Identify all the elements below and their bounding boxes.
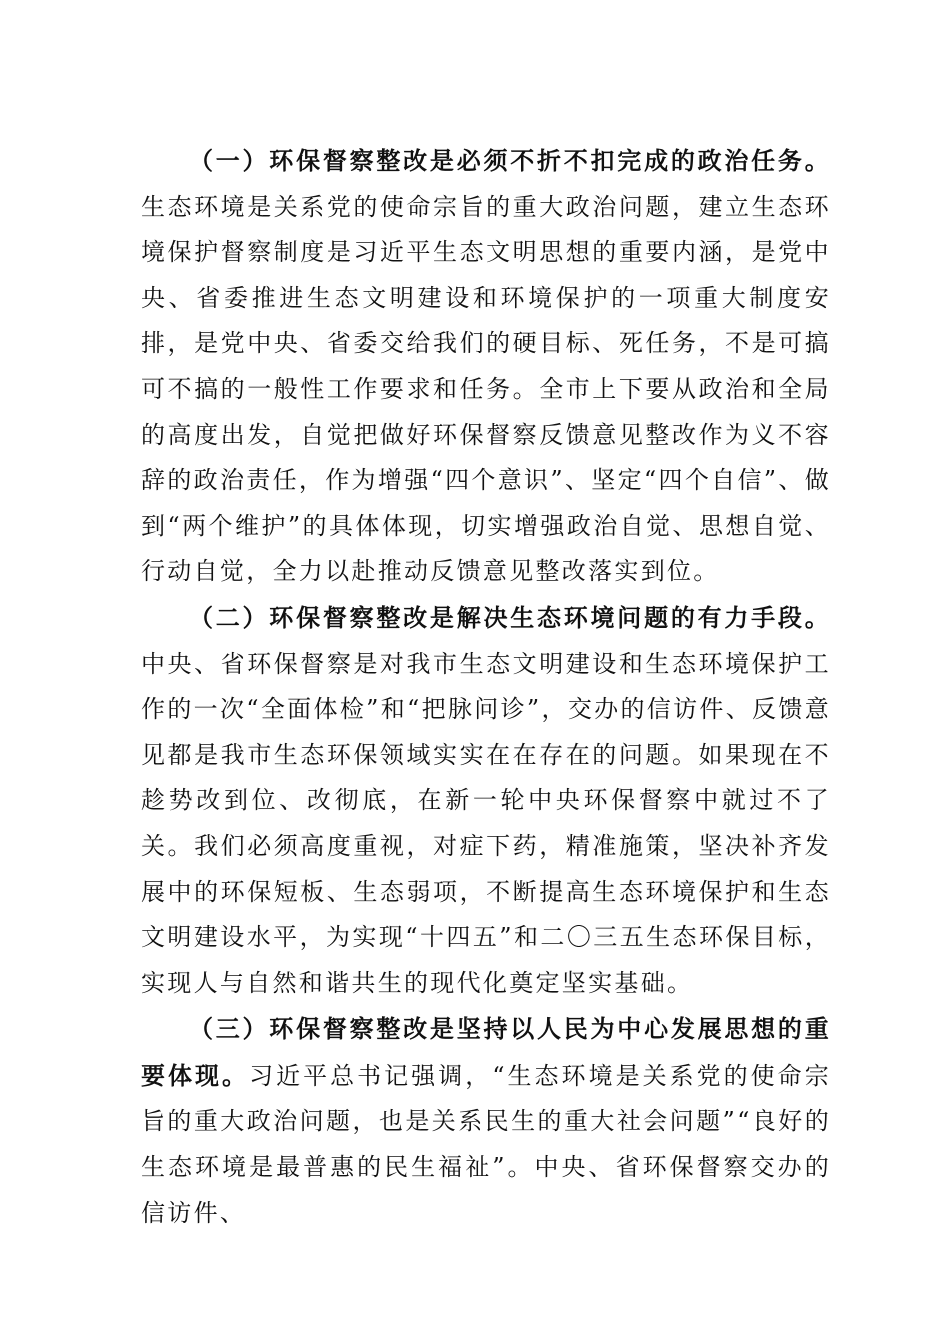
paragraph-1-heading: （一）环保督察整改是必须不折不扣完成的政治任务。 xyxy=(189,146,831,175)
paragraph-1-text: 生态环境是关系党的使命宗旨的重大政治问题，建立生态环境保护督察制度是习近平生态文明思想的重要内涵，是党中央、省委推进生态文明建设和环境保护的一项重大制度安排，是党中央、省委交给我们的硬目标、死任务，不是可搞可不搞的一般性工作要求和任务。全市上下要从政治和全局的高度出发，自觉把做好环保督察反馈意见整改作为义不容辞的政治责任，作为增强“四个意识”、坚定“四个自信”、做到“两个维护”的具体体现，切实增强政治自觉、思想自觉、行动自觉，全力以赴推动反馈意见整改落实到位。 xyxy=(141,192,831,586)
paragraph-3-text: 习近平总书记强调，“生态环境是关系党的使命宗旨的重大政治问题，也是关系民生的重大社会问题”“良好的生态环境是最普惠的民生福祉”。中央、省环保督察交办的信访件、 xyxy=(141,1061,832,1227)
paragraph-2-text: 中央、省环保督察是对我市生态文明建设和生态环境保护工作的一次“全面体检”和“把脉问诊”，交办的信访件、反馈意见都是我市生态环保领域实实在在存在的问题。如果现在不趁势改到位、改彻底，在新一轮中央环保督察中就过不了关。我们必须高度重视，对症下药，精准施策，坚决补齐发展中的环保短板、生态弱项，不断提高生态环境保护和生态文明建设水平，为实现“十四五”和二〇三五生态环保目标，实现人与自然和谐共生的现代化奠定坚实基础。 xyxy=(141,649,831,997)
paragraph-1 xyxy=(141,138,831,595)
paragraph-2-heading: （二）环保督察整改是解决生态环境问题的有力手段。 xyxy=(189,602,831,632)
paragraph-3 xyxy=(141,1006,831,1236)
document-body xyxy=(141,138,831,1236)
paragraph-3-heading: （三）环保督察整改是坚持以人民为中心发展思想的重要体现。 xyxy=(141,1014,831,1090)
paragraph-2 xyxy=(141,595,831,1006)
